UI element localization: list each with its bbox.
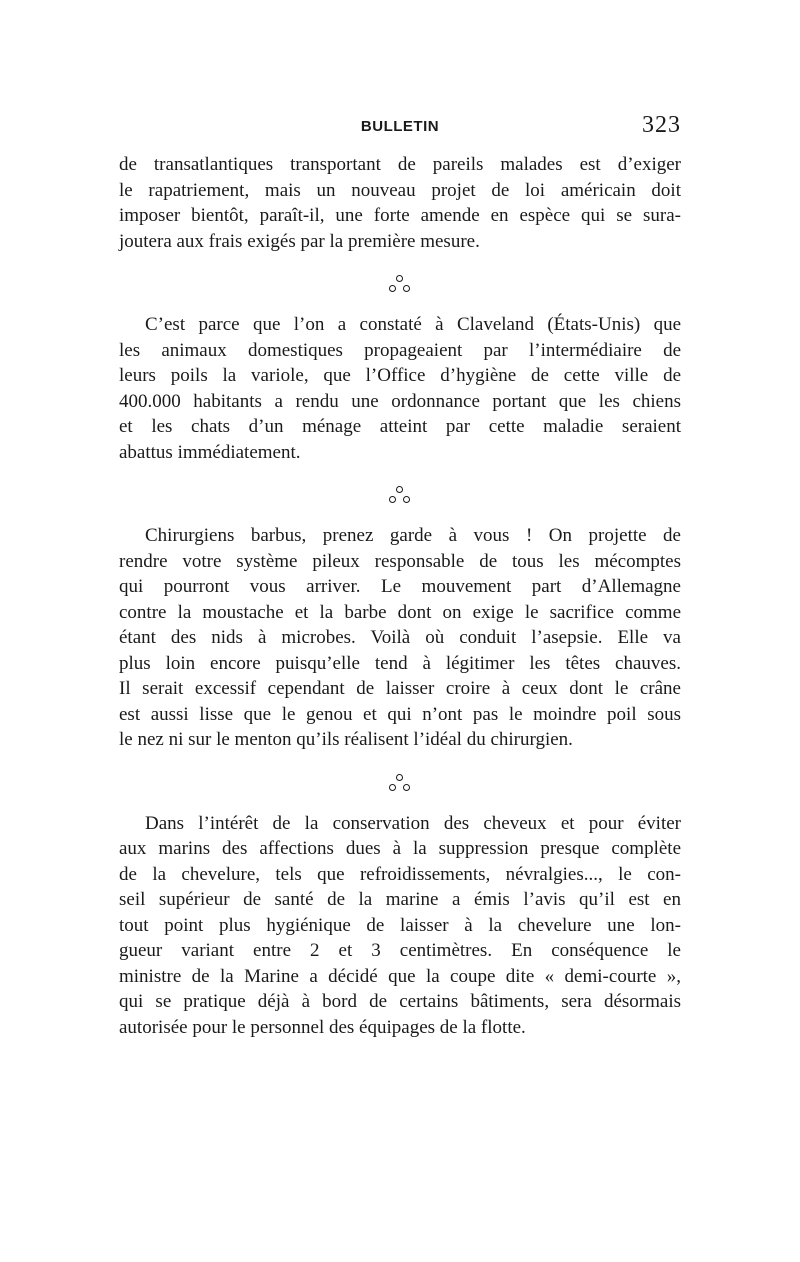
section-separator	[119, 465, 681, 523]
text-line: de la chevelure, tels que refroidissements, névralgies..., le con-	[119, 863, 681, 885]
text-line: ministre de la Marine a décidé que la coupe dite « demi-courte »,	[119, 965, 681, 987]
text-line: 400.000 habitants a rendu une ordonnance portant que les chiens	[119, 390, 681, 412]
text-line: seil supérieur de santé de la marine a émis l’avis qu’il est en	[119, 889, 681, 910]
paragraph-2	[119, 312, 681, 465]
asterism-icon	[388, 772, 412, 794]
section-separator	[119, 753, 681, 811]
book-page	[119, 112, 681, 1040]
text-line: aux marins des affections dues à la suppression presque complète	[119, 838, 681, 859]
text-line: C’est parce que l’on a constaté à Claveland (États-Unis) que	[145, 314, 681, 335]
text-line: abattus immédiatement.	[119, 441, 301, 463]
text-line: les animaux domestiques propageaient par l’intermédiaire de	[119, 339, 681, 361]
text-line: rendre votre système pileux responsable de tous les mécomptes	[119, 550, 681, 572]
text-line: qui pourront vous arriver. Le mouvement part d’Allemagne	[119, 576, 681, 597]
text-line: contre la moustache et la barbe dont on exige le sacrifice comme	[119, 601, 681, 623]
text-line: tout point plus hygiénique de laisser à la chevelure une lon-	[119, 914, 681, 936]
page-number: 323	[642, 112, 681, 138]
paragraph-1	[119, 152, 681, 254]
running-title: BULLETIN	[360, 118, 440, 135]
section-separator	[119, 254, 681, 312]
text-line: le rapatriement, mais un nouveau projet de loi américain doit	[119, 179, 681, 201]
text-line: étant des nids à microbes. Voilà où conduit l’asepsie. Elle va	[119, 627, 681, 648]
text-line: leurs poils la variole, que l’Office d’hygiène de cette ville de	[119, 365, 681, 386]
text-line: de transatlantiques transportant de pareils malades est d’exiger	[119, 154, 681, 175]
text-line: Chirurgiens barbus, prenez garde à vous ! On projette de	[145, 525, 681, 546]
text-line: et les chats d’un ménage atteint par cette maladie seraient	[119, 416, 681, 437]
paragraph-4	[119, 811, 681, 1041]
asterism-icon	[388, 273, 412, 295]
paragraph-3	[119, 523, 681, 753]
text-line: imposer bientôt, paraît-il, une forte amende en espèce qui se sura-	[119, 205, 681, 226]
asterism-icon	[388, 484, 412, 506]
text-line: Dans l’intérêt de la conservation des cheveux et pour éviter	[145, 812, 681, 834]
text-line: plus loin encore puisqu’elle tend à légitimer les têtes chauves.	[119, 652, 681, 674]
text-line: Il serait excessif cependant de laisser croire à ceux dont le crâne	[119, 678, 681, 699]
text-line: est aussi lisse que le genou et qui n’ont pas le moindre poil sous	[119, 703, 681, 725]
text-line: gueur variant entre 2 et 3 centimètres. En conséquence le	[119, 940, 681, 961]
running-head	[119, 112, 681, 142]
text-line: qui se pratique déjà à bord de certains bâtiments, sera désormais	[119, 991, 681, 1012]
text-line: le nez ni sur le menton qu’ils réalisent l’idéal du chirurgien.	[119, 729, 573, 750]
text-line: autorisée pour le personnel des équipages de la flotte.	[119, 1016, 526, 1038]
text-line: joutera aux frais exigés par la première mesure.	[119, 230, 480, 252]
